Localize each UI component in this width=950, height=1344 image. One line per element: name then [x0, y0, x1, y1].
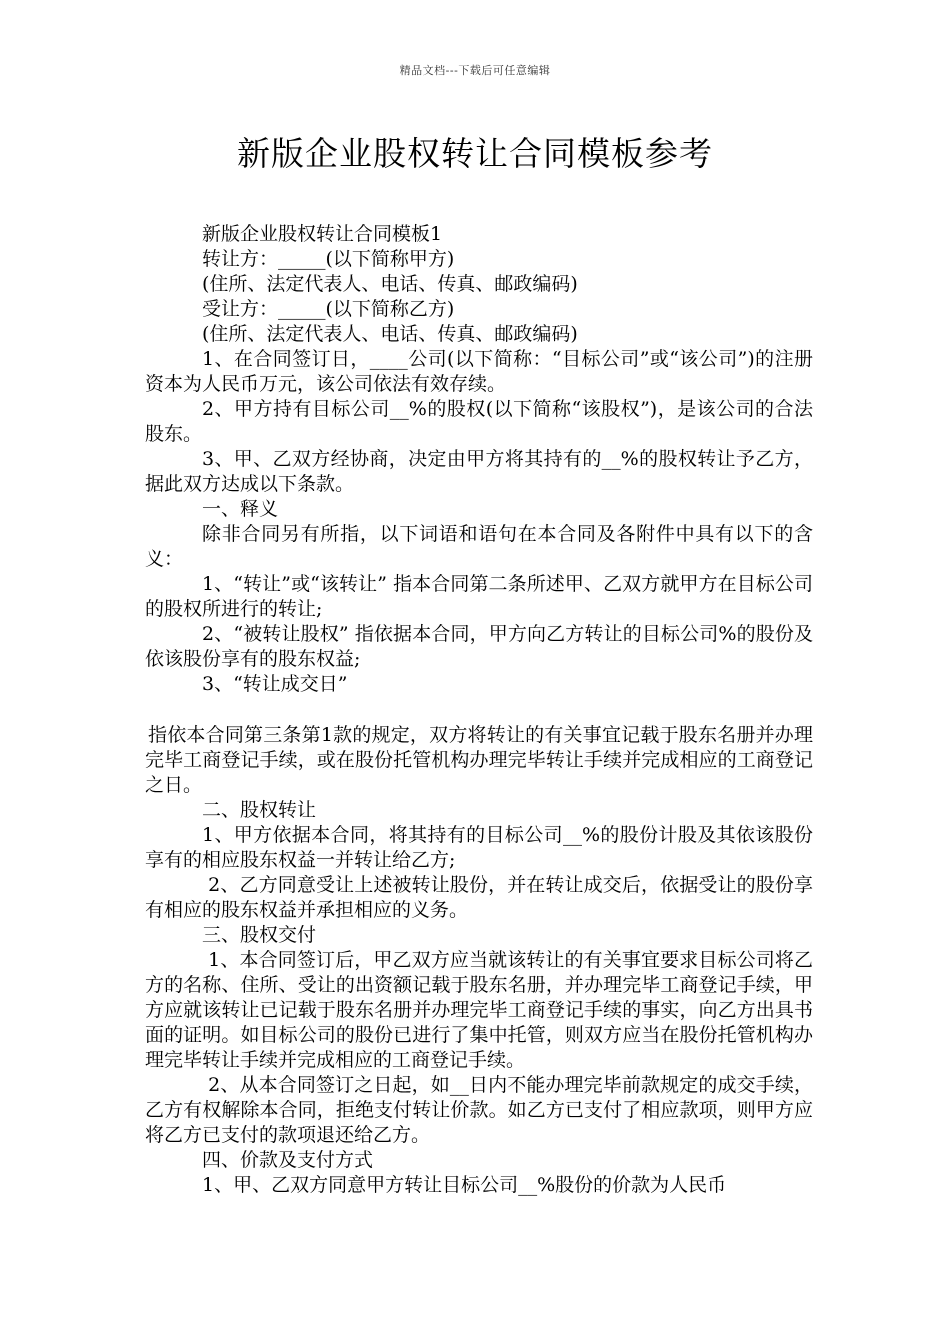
section-heading: 四、价款及支付方式 [202, 1149, 374, 1171]
paragraph: 2、乙方同意受让上述被转让股份，并在转让成交后，依据受让的股份享有相应的股东权益并承担相应的义务。 [145, 874, 814, 921]
paragraph: (住所、法定代表人、电话、传真、邮政编码) [202, 323, 578, 345]
paragraph: 1、“转让”或“该转让” 指本合同第二条所述甲、乙双方就甲方在目标公司的股权所进行的转让; [145, 573, 813, 620]
paragraph: 2、从本合同签订之日起，如__日内不能办理完毕前款规定的成交手续，乙方有权解除本合同，拒绝支付转让价款。如乙方已支付了相应款项，则甲方应将乙方已支付的款项退还给乙方。 [145, 1074, 814, 1146]
paragraph: 2、甲方持有目标公司__%的股权(以下简称“该股权”)，是该公司的合法股东。 [145, 398, 813, 445]
paragraph: 3、“转让成交日” [202, 673, 348, 695]
document-body [145, 222, 813, 1198]
blank-line [145, 697, 813, 723]
document-title: 新版企业股权转让合同模板参考 [237, 134, 713, 173]
paragraph: (住所、法定代表人、电话、传真、邮政编码) [202, 273, 578, 295]
section-heading: 二、股权转让 [202, 799, 317, 821]
paragraph: 3、甲、乙双方经协商，决定由甲方将其持有的__%的股权转让予乙方，据此双方达成以下条款。 [145, 448, 813, 495]
section-heading: 三、股权交付 [202, 924, 317, 946]
paragraph: 除非合同另有所指，以下词语和语句在本合同及各附件中具有以下的含义： [145, 523, 813, 570]
header-note: 精品文档---下载后可任意编辑 [399, 64, 551, 77]
section-heading: 一、释义 [202, 498, 279, 520]
paragraph: 1、本合同签订后，甲乙双方应当就该转让的有关事宜要求目标公司将乙方的名称、住所、受让的出资额记载于股东名册，并办理完毕工商登记手续，甲方应就该转让已记载于股东名册并办理完毕工商登记手续的事实，向乙方出具书面的证明。如目标公司的股份已进行了集中托管，则双方应当在股份托管机构办理完毕转让手续并完成相应的工商登记手续。 [145, 949, 814, 1071]
paragraph: 1、在合同签订日，____公司(以下简称：“目标公司”或“该公司”)的注册资本为人民币万元，该公司依法有效存续。 [145, 348, 813, 395]
paragraph: 1、甲、乙双方同意甲方转让目标公司__%股份的价款为人民币 [202, 1174, 727, 1196]
paragraph: 1、甲方依据本合同，将其持有的目标公司__%的股份计股及其依该股份享有的相应股东权益一并转让给乙方; [145, 824, 813, 871]
paragraph: 转让方：_____(以下简称甲方) [202, 248, 455, 270]
paragraph: 受让方：_____(以下简称乙方) [202, 298, 455, 320]
paragraph: 2、“被转让股权” 指依据本合同，甲方向乙方转让的目标公司%的股份及依该股份享有的股东权益; [145, 623, 813, 670]
paragraph: 新版企业股权转让合同模板1 [202, 223, 443, 245]
paragraph: 指依本合同第三条第1款的规定，双方将转让的有关事宜记载于股东名册并办理完毕工商登记手续，或在股份托管机构办理完毕转让手续并完成相应的工商登记之日。 [145, 724, 813, 796]
